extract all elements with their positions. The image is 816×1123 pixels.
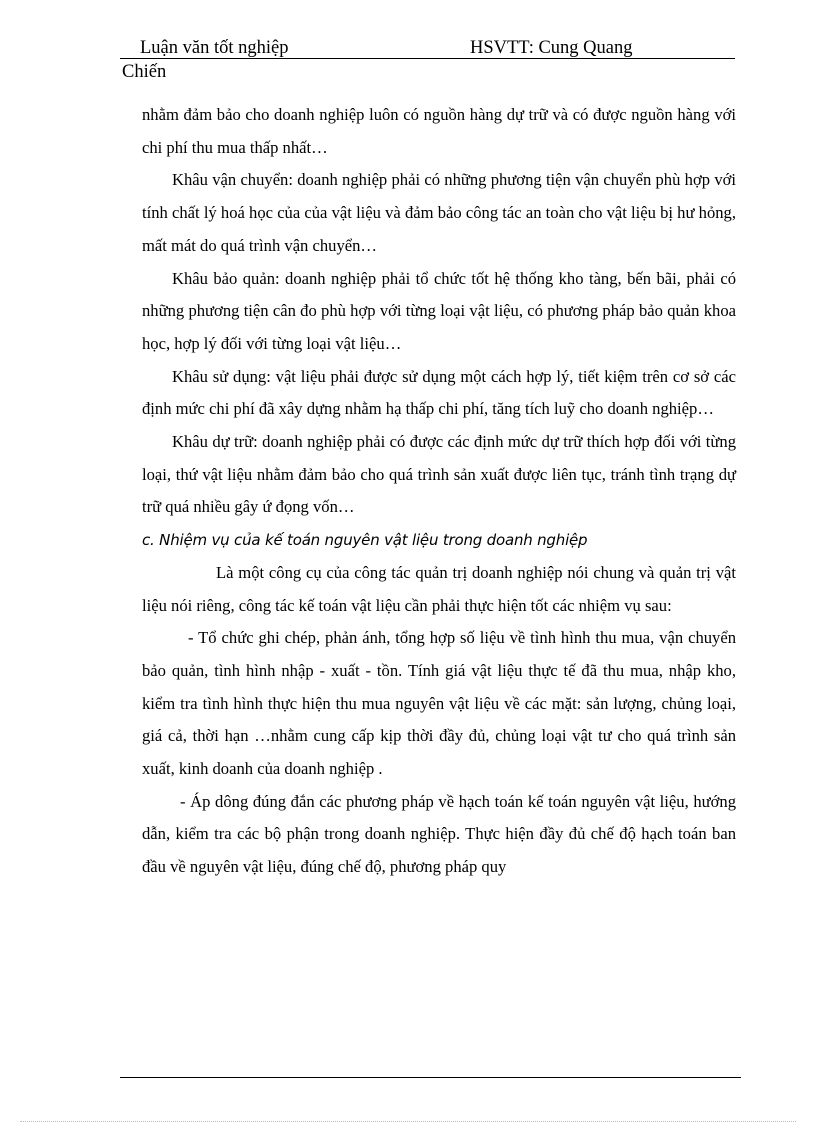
- footer-rule: [120, 1077, 741, 1078]
- header-author-continuation: Chiến: [122, 62, 167, 82]
- paragraph: Khâu sử dụng: vật liệu phải được sử dụng một cách hợp lý, tiết kiệm trên cơ sở các định mức chi phí đã xây dựng nhằm hạ thấp chi phí, tăng tích luỹ cho doanh nghiệp…: [142, 366, 736, 419]
- page-edge: [20, 1121, 796, 1122]
- paragraph: Khâu vận chuyển: doanh nghiệp phải có những phương tiện vận chuyển phù hợp với tính chất lý hoá học của của vật liệu và đảm bảo công tác an toàn cho vật liệu bị hư hỏng, mất mát do quá trình vận chuyển…: [142, 170, 736, 255]
- header-rule: [120, 58, 735, 59]
- paragraph: Khâu dự trữ: doanh nghiệp phải có được các định mức dự trữ thích hợp đối với từng loại, thứ vật liệu nhằm đảm bảo cho quá trình sản xuất được liên tục, tránh tình trạng dự trữ quá nhiều gây ứ đọng vốn…: [142, 432, 736, 517]
- paragraph: - Tổ chức ghi chép, phản ánh, tổng hợp số liệu về tình hình thu mua, vận chuyển bảo quản, tình hình nhập - xuất - tồn. Tính giá vật liệu thực tế đã thu mua, nhập kho, kiểm tra tình hình thực hiện thu mua nguyên vật liệu về các mặt: sản lượng, chủng loại, giá cả, thời hạn …nhằm cung cấp kịp thời đầy đủ, chủng loại vật tư cho quá trình sản xuất, kinh doanh của doanh nghiệp .: [142, 628, 736, 779]
- paragraph: Là một công cụ của công tác quản trị doanh nghiệp nói chung và quản trị vật liệu nói riêng, công tác kế toán vật liệu cần phải thực hiện tốt các nhiệm vụ sau:: [142, 562, 736, 615]
- section-heading: c. Nhiệm vụ của kế toán nguyên vật liệu trong doanh nghiệp: [142, 531, 588, 550]
- paragraph: Khâu bảo quản: doanh nghiệp phải tổ chức tốt hệ thống kho tàng, bến bãi, phải có những phương tiện cân đo phù hợp với từng loại vật liệu, có phương pháp bảo quản khoa học, hợp lý đối với từng loại vật liệu…: [142, 268, 736, 353]
- body-text: [142, 99, 736, 884]
- header-author: HSVTT: Cung Quang: [470, 38, 633, 58]
- header-title: Luận văn tốt nghiệp: [140, 38, 289, 58]
- paragraph: nhằm đảm bảo cho doanh nghiệp luôn có nguồn hàng dự trữ và có được nguồn hàng với chi phí thu mua thấp nhất…: [142, 105, 736, 157]
- paragraph: - Áp dông đúng đắn các phương pháp về hạch toán kế toán nguyên vật liệu, hướng dẫn, kiểm tra các bộ phận trong doanh nghiệp. Thực hiện đầy đủ chế độ hạch toán ban đầu về nguyên vật liệu, đúng chế độ, phương pháp quy: [142, 791, 736, 877]
